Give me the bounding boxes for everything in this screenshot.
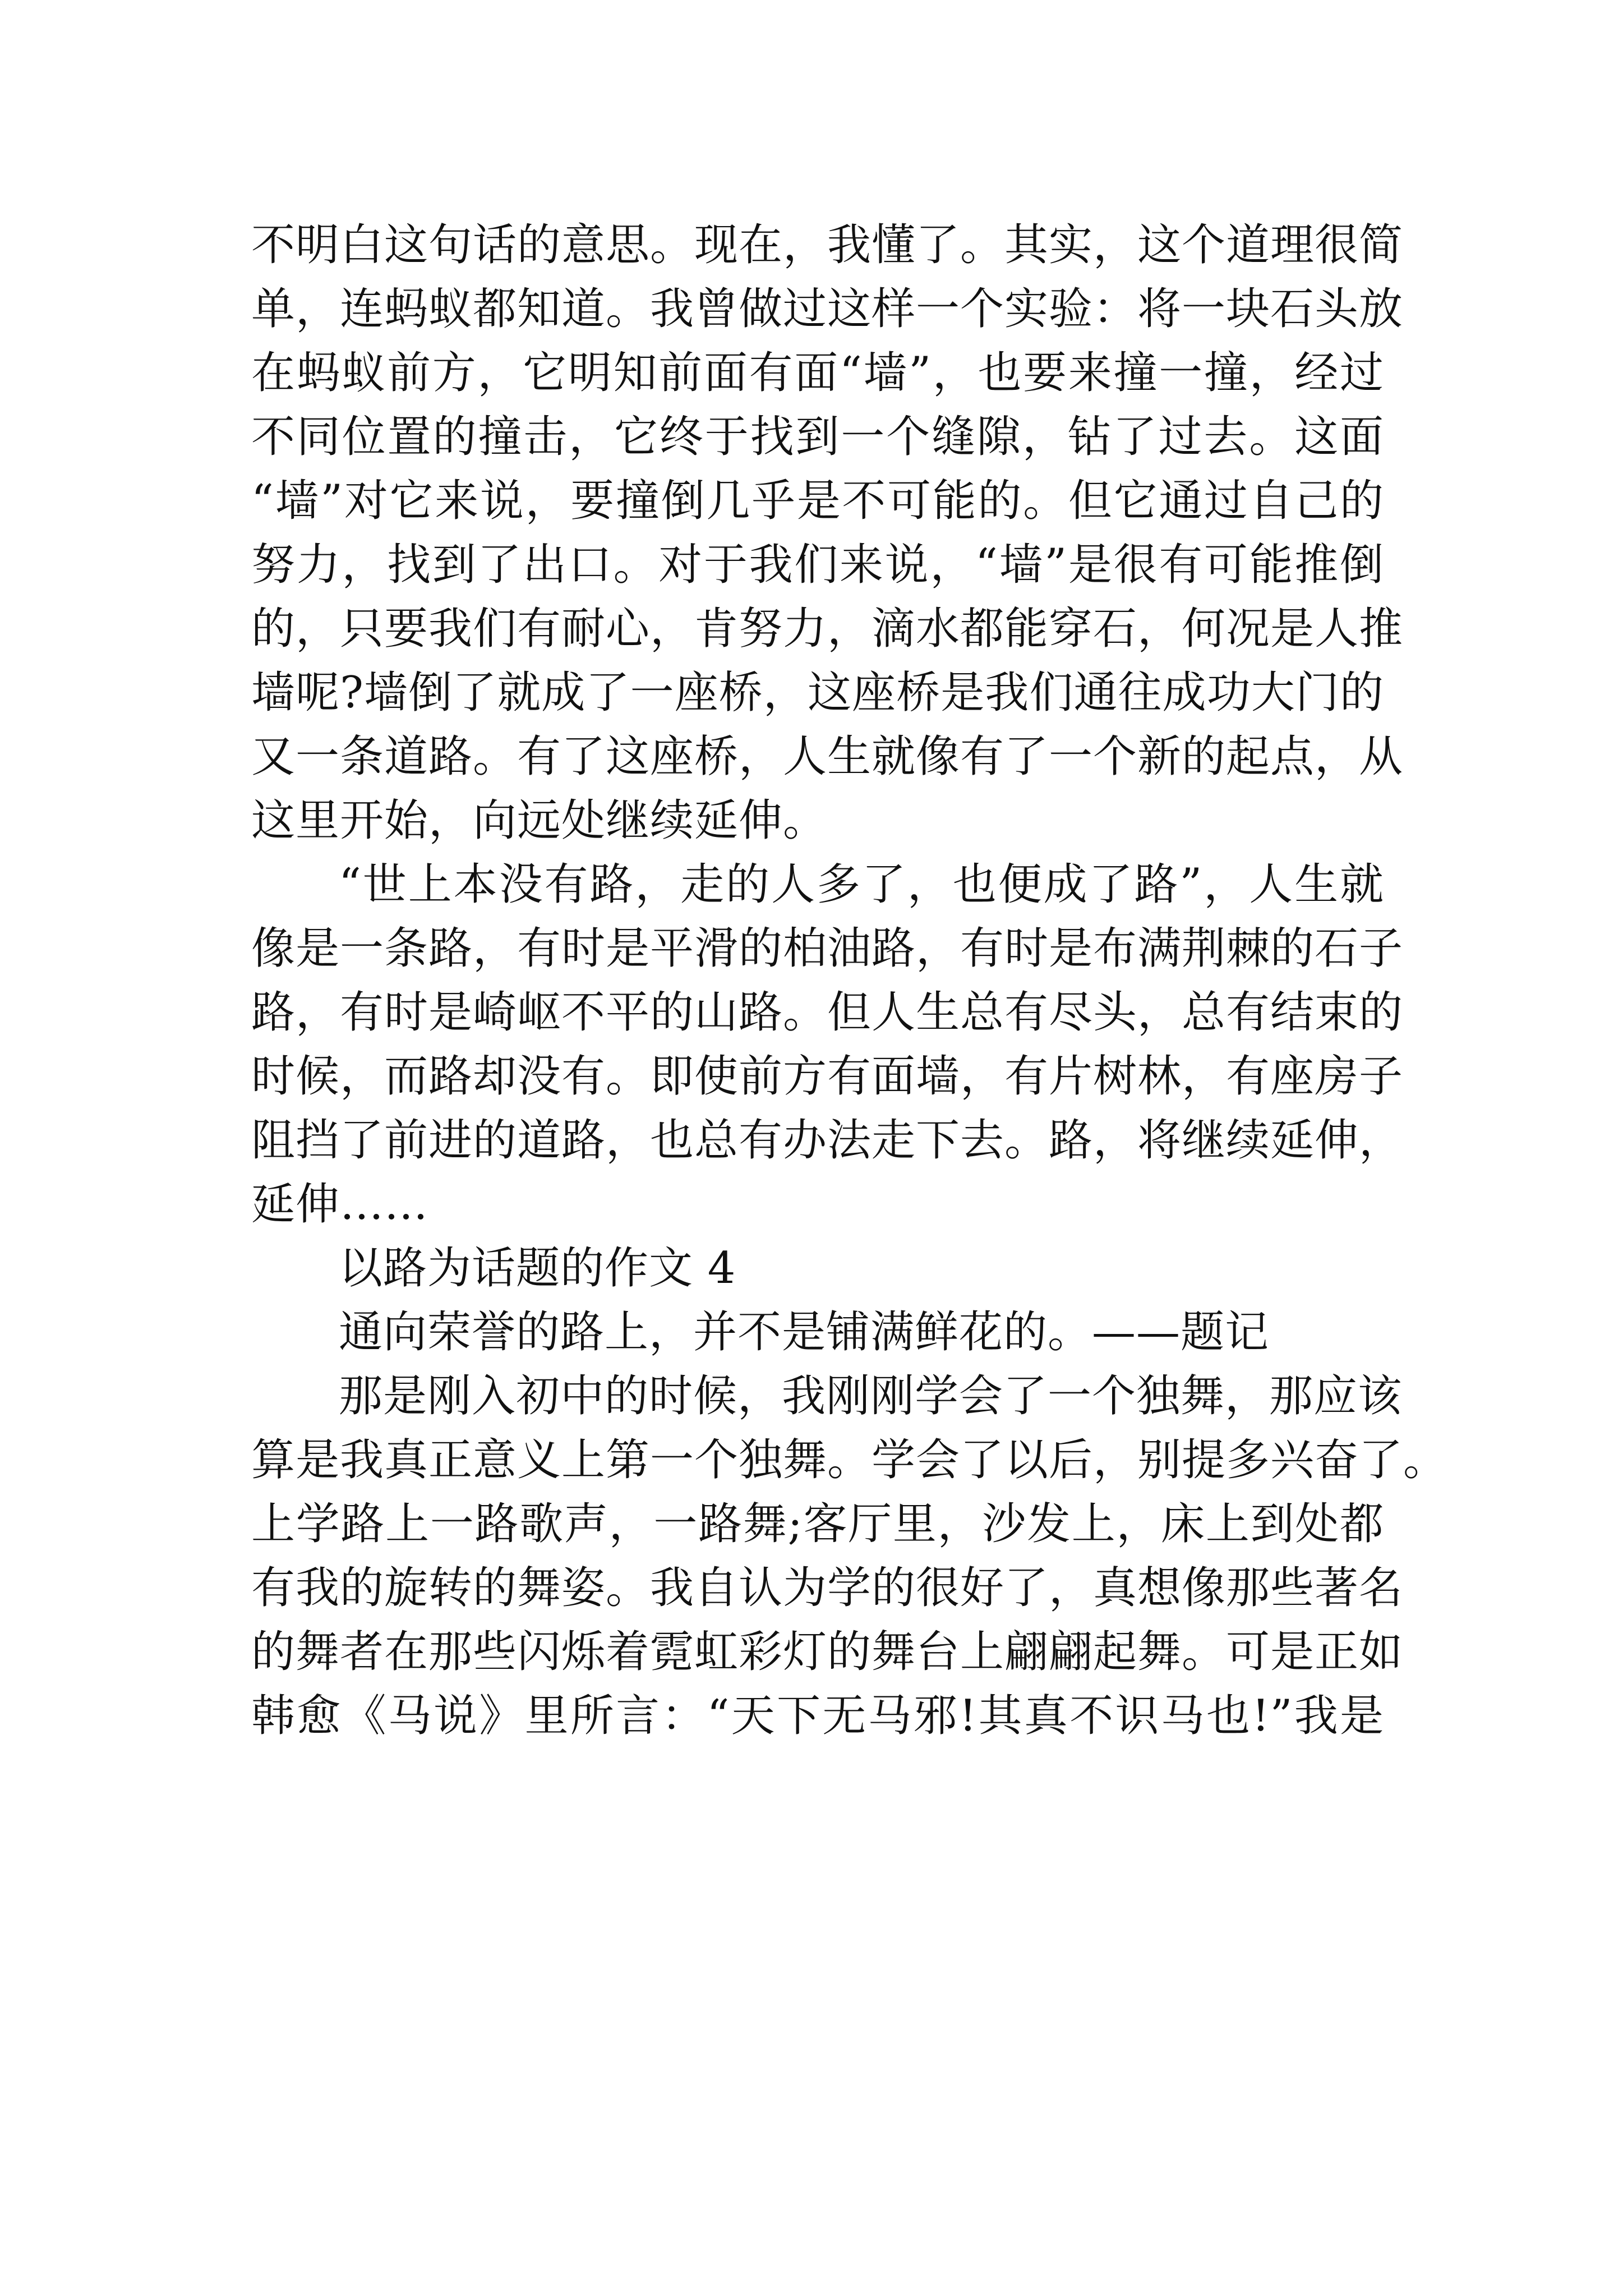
section-heading: 以路为话题的作文 4: [339, 1243, 736, 1294]
text-line: 阻挡了前进的道路，也总有办法走下去。路，将继续延伸，: [251, 1115, 1404, 1166]
text-line: 的，只要我们有耐心，肯努力，滴水都能穿石，何况是人推: [251, 604, 1404, 654]
paragraph-first-line: “世上本没有路，走的人多了，也便成了路”，人生就: [339, 859, 1384, 910]
text-line: 算是我真正意义上第一个独舞。学会了以后，别提多兴奋了。: [251, 1435, 1448, 1485]
text-line: 单，连蚂蚁都知道。我曾做过这样一个实验：将一块石头放: [251, 284, 1404, 334]
text-line: 努力，找到了出口。对于我们来说，“墙”是很有可能推倒: [251, 540, 1384, 590]
text-line: 有我的旋转的舞姿。我自认为学的很好了，真想像那些著名: [251, 1563, 1404, 1613]
text-line: 又一条道路。有了这座桥，人生就像有了一个新的起点，从: [251, 731, 1404, 782]
text-line: 这里开始，向远处继续延伸。: [251, 795, 828, 846]
text-line: 的舞者在那些闪烁着霓虹彩灯的舞台上翩翩起舞。可是正如: [251, 1627, 1404, 1677]
paragraph-first-line: 那是刚入初中的时候，我刚刚学会了一个独舞，那应该: [339, 1371, 1403, 1421]
text-line: 墙呢?墙倒了就成了一座桥，这座桥是我们通往成功大门的: [251, 668, 1384, 718]
text-line: 像是一条路，有时是平滑的柏油路，有时是布满荆棘的石子: [251, 923, 1404, 974]
text-line: “墙”对它来说，要撞倒几乎是不可能的。但它通过自己的: [251, 476, 1384, 526]
text-line: 路，有时是崎岖不平的山路。但人生总有尽头，总有结束的: [251, 987, 1404, 1038]
text-line: 上学路上一路歌声，一路舞;客厅里，沙发上，床上到处都: [251, 1499, 1384, 1549]
text-line: 延伸……: [251, 1179, 429, 1230]
text-line: 不同位置的撞击，它终于找到一个缝隙，钻了过去。这面: [251, 412, 1384, 462]
text-line: 在蚂蚁前方，它明知前面有面“墙”，也要来撞一撞，经过: [251, 348, 1384, 398]
text-line: 时候，而路却没有。即使前方有面墙，有片树林，有座房子: [251, 1051, 1404, 1102]
epigraph: 通向荣誉的路上，并不是铺满鲜花的。——题记: [339, 1307, 1270, 1358]
text-line: 韩愈《马说》里所言：“天下无马邪!其真不识马也!”我是: [251, 1691, 1384, 1741]
text-line: 不明白这句话的意思。现在，我懂了。其实，这个道理很简: [251, 220, 1404, 270]
